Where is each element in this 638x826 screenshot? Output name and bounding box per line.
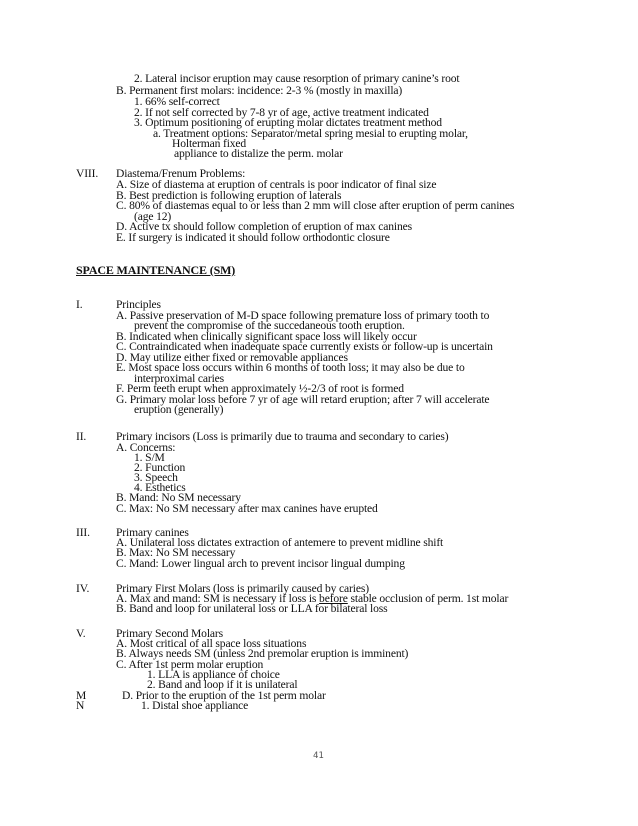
text-line: 4. Esthetics bbox=[134, 481, 186, 494]
text-line: B. Permanent first molars: incidence: 2-3 % (mostly in maxilla) bbox=[116, 84, 403, 97]
text-line: 2. If not self corrected by 7-8 yr of age, active treatment indicated bbox=[134, 106, 429, 119]
text-line: 1. Distal shoe appliance bbox=[141, 699, 249, 712]
margin-letter: M bbox=[76, 689, 87, 702]
text-run: A. Max and mand: SM is necessary if loss is bbox=[116, 592, 320, 605]
section-heading: SPACE MAINTENANCE (SM) bbox=[76, 263, 236, 277]
text-line: 3. Optimum positioning of erupting molar dictates treatment method bbox=[134, 116, 442, 129]
text-line: B. Always needs SM (unless 2nd premolar eruption is imminent) bbox=[116, 647, 409, 660]
text-line: D. May utilize either fixed or removable appliances bbox=[116, 351, 348, 364]
text-line: Holterman fixed bbox=[172, 137, 247, 150]
text-line: F. Perm teeth erupt when approximately ½-2/3 of root is formed bbox=[116, 382, 404, 395]
text-line: appliance to distalize the perm. molar bbox=[174, 147, 343, 160]
section-number: VIII. bbox=[76, 167, 99, 180]
text-line: D. Active tx should follow completion of eruption of max canines bbox=[116, 220, 412, 233]
text-line: A. Most critical of all space loss situations bbox=[116, 637, 307, 650]
text-line: 1. LLA is appliance of choice bbox=[147, 668, 280, 681]
text-line: prevent the compromise of the succedaneous tooth eruption. bbox=[134, 319, 405, 332]
text-line: B. Max: No SM necessary bbox=[116, 546, 236, 559]
page-number: 41 bbox=[313, 751, 324, 761]
text-line: C. Mand: Lower lingual arch to prevent incisor lingual dumping bbox=[116, 557, 405, 570]
text-line: E. If surgery is indicated it should follow orthodontic closure bbox=[116, 231, 390, 244]
text-line: 2. Lateral incisor eruption may cause resorption of primary canine’s root bbox=[134, 72, 460, 85]
text-line: B. Mand: No SM necessary bbox=[116, 491, 241, 504]
section-title: Primary incisors (Loss is primarily due to trauma and secondary to caries) bbox=[116, 430, 449, 443]
underlined-word: before bbox=[319, 592, 348, 605]
section-number: II. bbox=[76, 430, 87, 443]
text-line: 3. Speech bbox=[134, 471, 178, 484]
text-line: A. Size of diastema at eruption of centrals is poor indicator of final size bbox=[116, 178, 437, 191]
text-line: a. Treatment options: Separator/metal spring mesial to erupting molar, bbox=[153, 127, 468, 140]
text-line: E. Most space loss occurs within 6 months of tooth loss; it may also be due to bbox=[116, 361, 465, 374]
section-number: V. bbox=[76, 627, 86, 640]
section-title: Primary canines bbox=[116, 526, 189, 539]
section-number: I. bbox=[76, 298, 83, 311]
section-title: Primary First Molars (loss is primarily caused by caries) bbox=[116, 582, 369, 595]
section-number: III. bbox=[76, 526, 90, 539]
text-line: 2. Band and loop if it is unilateral bbox=[147, 678, 298, 691]
text-line: eruption (generally) bbox=[134, 403, 224, 416]
text-line: G. Primary molar loss before 7 yr of age will retard eruption; after 7 will accelerate bbox=[116, 393, 490, 406]
margin-letter: N bbox=[76, 699, 85, 712]
text-line: (age 12) bbox=[134, 210, 172, 223]
text-line: C. Max: No SM necessary after max canines have erupted bbox=[116, 502, 378, 515]
text-line: interproximal caries bbox=[134, 372, 225, 385]
text-line: C. Contraindicated when inadequate space currently exists or follow-up is uncertain bbox=[116, 340, 493, 353]
text-line: B. Band and loop for unilateral loss or LLA for bilateral loss bbox=[116, 602, 388, 615]
text-line: C. 80% of diastemas equal to or less than 2 mm will close after eruption of perm canines bbox=[116, 199, 515, 212]
text-line: B. Best prediction is following eruption of laterals bbox=[116, 189, 342, 202]
section-title: Primary Second Molars bbox=[116, 627, 223, 640]
text-line: A. Passive preservation of M-D space following premature loss of primary tooth to bbox=[116, 309, 490, 322]
text-line: A. Unilateral loss dictates extraction of antemere to prevent midline shift bbox=[116, 536, 444, 549]
text-line: C. After 1st perm molar eruption bbox=[116, 658, 264, 671]
text-line: 1. S/M bbox=[134, 451, 165, 464]
text-line: 1. 66% self-correct bbox=[134, 95, 220, 108]
text-line: 2. Function bbox=[134, 461, 186, 474]
text-line: A. Concerns: bbox=[116, 441, 176, 454]
text-line: B. Indicated when clinically significant space loss will likely occur bbox=[116, 330, 417, 343]
text-line: D. Prior to the eruption of the 1st perm molar bbox=[122, 689, 326, 702]
section-title: Principles bbox=[116, 298, 161, 311]
section-title: Diastema/Frenum Problems: bbox=[116, 167, 246, 180]
section-number: IV. bbox=[76, 582, 90, 595]
text-run: stable occlusion of perm. 1st molar bbox=[347, 592, 509, 605]
